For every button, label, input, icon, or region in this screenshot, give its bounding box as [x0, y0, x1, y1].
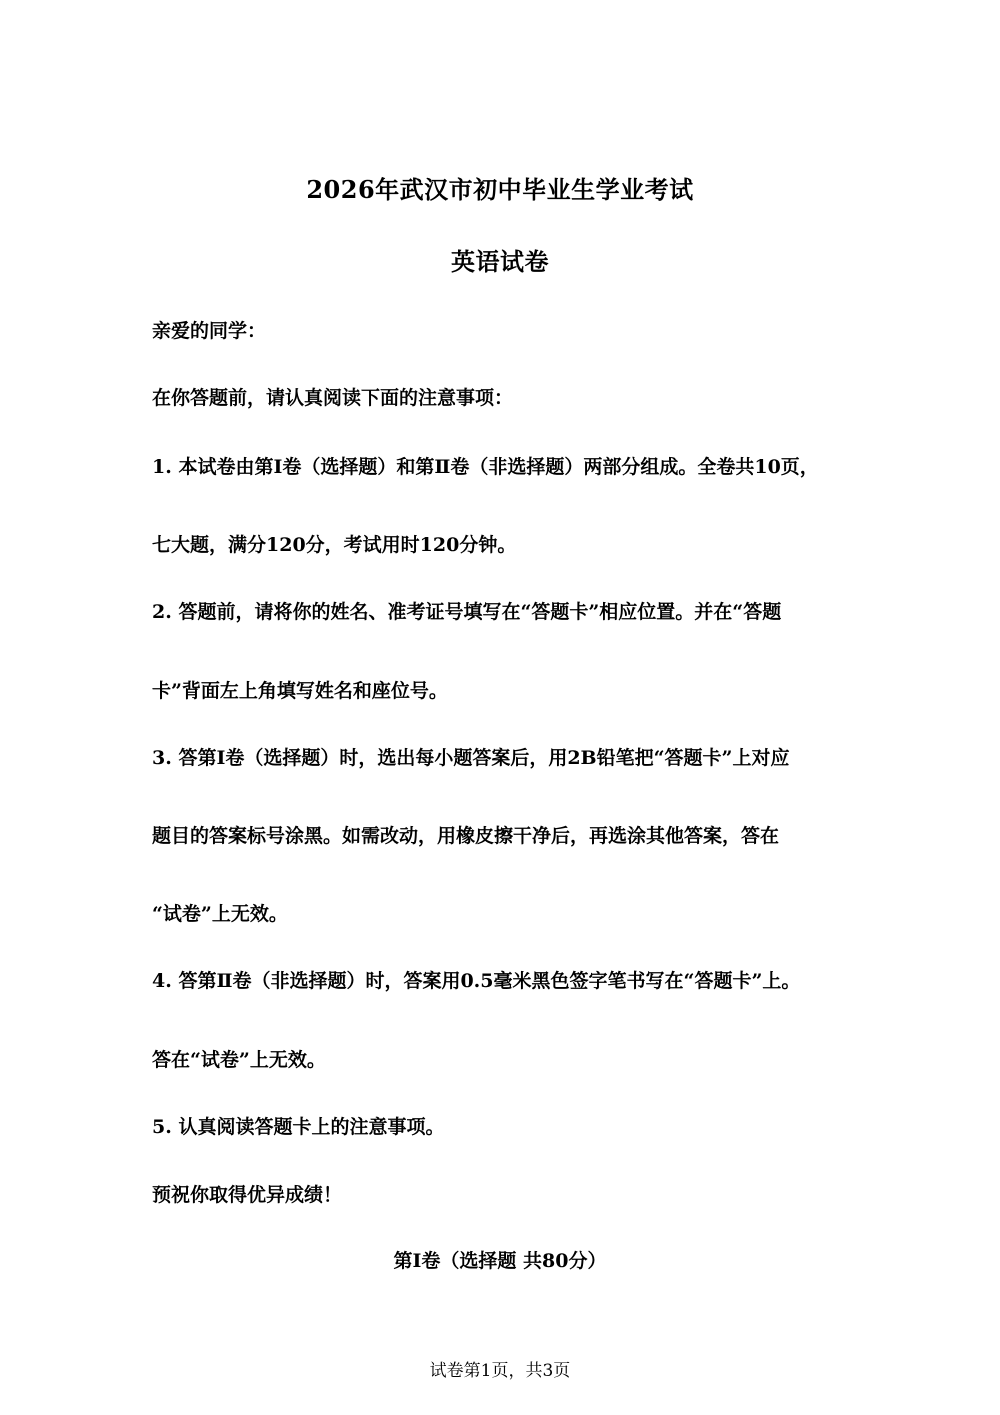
- greeting: 亲爱的同学：: [152, 320, 267, 342]
- instruction-line: 2. 答题前，请将你的姓名、准考证号填写在“答题卡”相应位置。并在“答题: [152, 601, 782, 623]
- closing-wish: 预祝你取得优异成绩！: [152, 1184, 343, 1206]
- instruction-line: 5. 认真阅读答题卡上的注意事项。: [152, 1116, 445, 1138]
- instruction-line: “试卷”上无效。: [152, 903, 288, 925]
- instruction-line: 七大题，满分120分，考试用时120分钟。: [152, 534, 517, 556]
- instruction-line: 答在“试卷”上无效。: [152, 1049, 326, 1071]
- instruction-line: 卡”背面左上角填写姓名和座位号。: [152, 680, 448, 702]
- section-heading: 第Ⅰ卷（选择题 共80分）: [393, 1250, 607, 1272]
- instructions-intro: 在你答题前，请认真阅读下面的注意事项：: [152, 387, 514, 409]
- page-footer: 试卷第1页，共3页: [429, 1361, 571, 1381]
- instruction-line: 1. 本试卷由第Ⅰ卷（选择题）和第Ⅱ卷（非选择题）两部分组成。全卷共10页，: [152, 456, 819, 478]
- instruction-line: 4. 答第Ⅱ卷（非选择题）时，答案用0.5毫米黑色签字笔书写在“答题卡”上。: [152, 970, 801, 992]
- instruction-line: 题目的答案标号涂黑。如需改动，用橡皮擦干净后，再选涂其他答案，答在: [152, 825, 780, 847]
- instruction-line: 3. 答第Ⅰ卷（选择题）时，选出每小题答案后，用2B铅笔把“答题卡”上对应: [152, 747, 790, 769]
- exam-title: 2026年武汉市初中毕业生学业考试: [306, 175, 694, 204]
- subject-title: 英语试卷: [451, 247, 549, 276]
